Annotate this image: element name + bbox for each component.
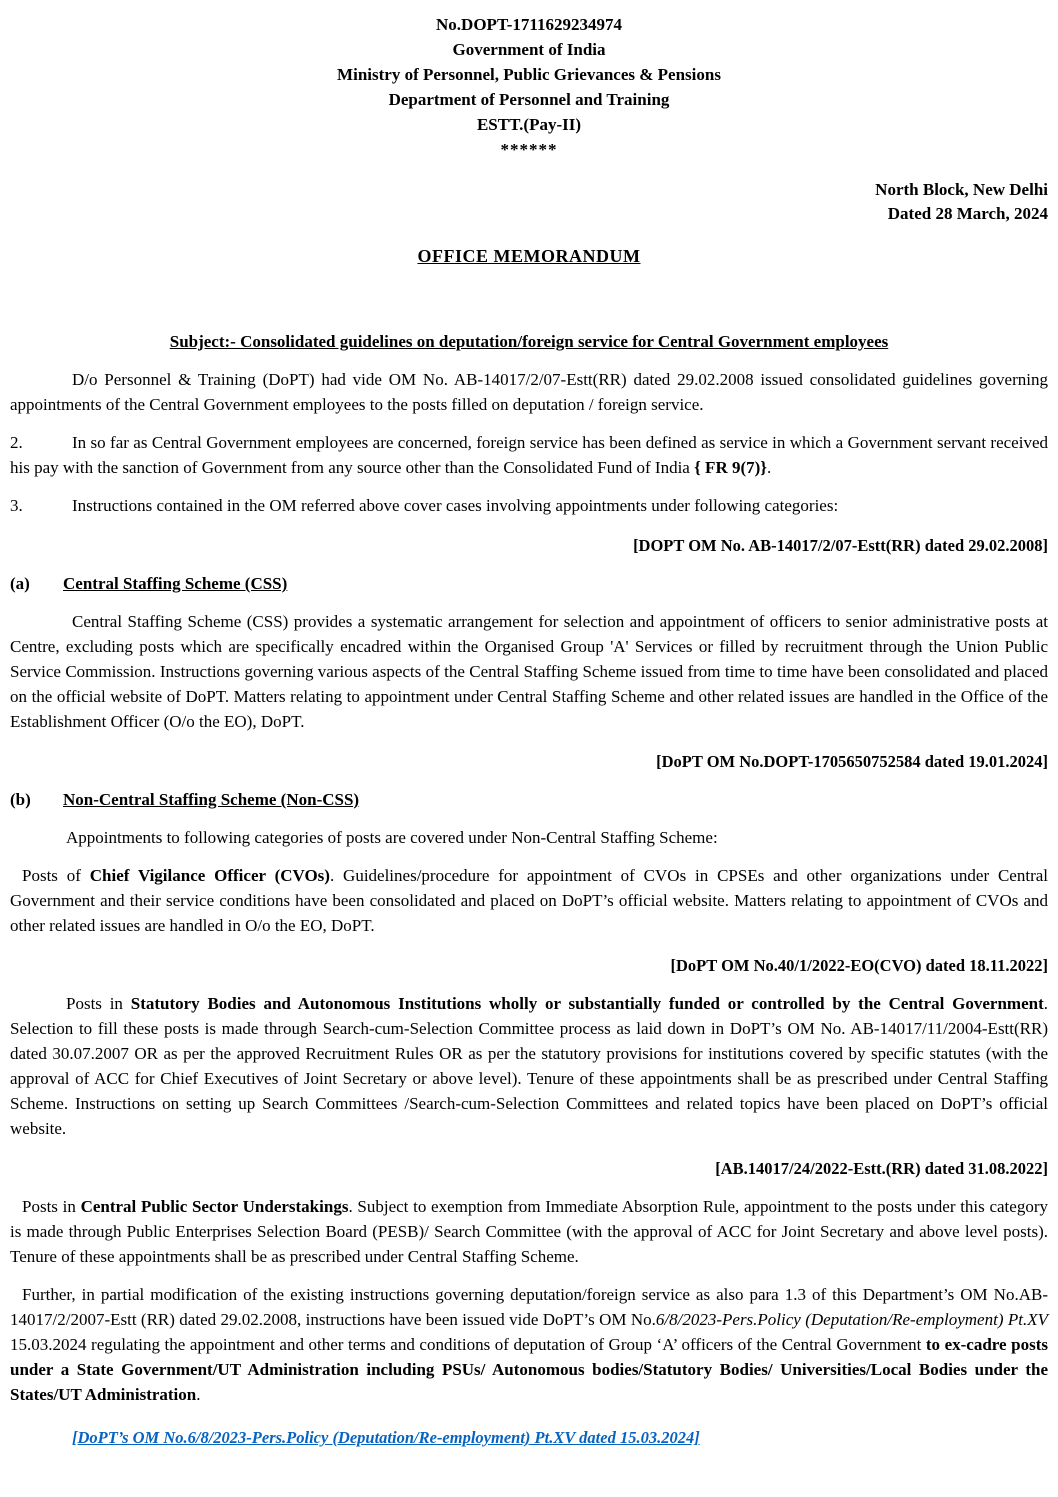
section-b-number: (b) <box>10 790 31 809</box>
org-government: Government of India <box>452 40 606 59</box>
para-statutory-bold-title: Statutory Bodies and Autonomous Institutions wholly or substantially funded or controlled by the Central Government <box>130 994 1044 1013</box>
section-b-title: Non-Central Staffing Scheme (Non-CSS) <box>63 790 360 809</box>
para-cvo-post: . Guidelines/procedure for appointment of CVOs in CPSEs and other organizations under Central Government and their service conditions have been consolidated and placed on DoPT’s official website. Matters relating to appointment of CVOs and other related issues are handled in O/o the EO, DoPT. <box>10 866 1049 935</box>
para-intro: D/o Personnel & Training (DoPT) had vide OM No. AB-14017/2/07-Estt(RR) dated 29.02.2008 issued consolidated guidelines governing appointments of the Central Government employees to the posts filled on deputation / foreign service. <box>10 370 1048 414</box>
para-further-text-2: 15.03.2024 regulating the appointment and other terms and conditions of deputation of Group ‘A’ officers of the Central Government <box>10 1335 926 1354</box>
om-reference-3: [DoPT OM No.40/1/2022-EO(CVO) dated 18.11.2022] <box>670 956 1048 975</box>
section-a-title: Central Staffing Scheme (CSS) <box>63 574 288 593</box>
para-cvo <box>10 863 1048 938</box>
para-further-om-number: 6/8/2023-Pers.Policy (Deputation/Re-employment) Pt.XV <box>655 1310 1048 1329</box>
org-ministry: Ministry of Personnel, Public Grievances & Pensions <box>337 65 721 84</box>
subject-text: Subject:- Consolidated guidelines on deputation/foreign service for Central Government employees <box>169 332 889 351</box>
para-css: Central Staffing Scheme (CSS) provides a systematic arrangement for selection and appointment of officers to senior administrative posts at Centre, excluding posts which are specifically encadred within the Organised Group 'A' Services or filled by recruitment through the Union Public Service Commission. Instructions governing various aspects of the Central Staffing Scheme issued from time to time have been consolidated and placed on the official website of DoPT. Matters relating to appointment under Central Staffing Scheme and other related issues are handled in the Office of the Establishment Officer (O/o the EO), DoPT. <box>10 612 1048 731</box>
org-department: Department of Personnel and Training <box>388 90 670 109</box>
para-2-tail: . <box>767 458 772 477</box>
om-reference-1: [DOPT OM No. AB-14017/2/07-Estt(RR) dated 29.02.2008] <box>633 536 1048 555</box>
para-3-text: Instructions contained in the OM referred above cover cases involving appointments under following categories: <box>72 496 839 515</box>
org-division: ESTT.(Pay-II) <box>476 115 582 134</box>
para-cvo-pre: Posts of <box>22 866 90 885</box>
date-line: Dated 28 March, 2024 <box>887 204 1048 223</box>
subject-line <box>10 329 1048 354</box>
para-statutory-post: . Selection to fill these posts is made through Search-cum-Selection Committee process as laid down in DoPT’s OM No. AB-14017/11/2004-Estt(RR) dated 30.07.2007 OR as per the approved Recruitment Rules OR as per the statutory provisions for institutions covered by specific statutes (with the approval of ACC for Chief Executives of Joint Secretary or above level). Tenure of these appointments shall be as prescribed under Central Staffing Scheme. Instructions on setting up Search Committees /Search-cum-Selection Committees and related topics have been placed on DoPT’s official website. <box>10 994 1048 1138</box>
separator-stars: ****** <box>500 140 558 159</box>
reference-number: No.DOPT-1711629234974 <box>436 15 622 34</box>
para-further-bold-scope: to ex-cadre posts under a State Government/UT Administration including PSUs/ Autonomous bodies/Statutory Bodies/ Universities/Local Bodies under the States/UT Administration <box>10 1335 1048 1404</box>
section-heading-b <box>10 787 1048 812</box>
para-further-text-3: . <box>196 1385 201 1404</box>
para-cpsu-post: . Subject to exemption from Immediate Absorption Rule, appointment to the posts under this category is made through Public Enterprises Selection Board (PESB)/ Search Committee (with the approval of ACC for Joint Secretary and above level posts). Tenure of these appointments shall be as prescribed under Central Staffing Scheme. <box>10 1197 1048 1266</box>
para-statutory-pre: Posts in <box>66 994 131 1013</box>
dateline <box>10 178 1048 226</box>
para-2-bold-fr-rule: { FR 9(7)} <box>694 458 767 477</box>
link-paragraph <box>72 1425 1048 1450</box>
om-hyperlink[interactable]: [DoPT’s OM No.6/8/2023-Pers.Policy (Deputation/Re-employment) Pt.XV dated 15.03.2024] <box>72 1428 700 1447</box>
para-3 <box>10 493 1048 518</box>
para-cpsu-bold-title: Central Public Sector Understakings <box>80 1197 349 1216</box>
om-reference-4: [AB.14017/24/2022-Estt.(RR) dated 31.08.2022] <box>715 1159 1048 1178</box>
section-heading-a <box>10 571 1048 596</box>
para-cpsu-pre: Posts in <box>22 1197 81 1216</box>
para-statutory <box>10 991 1048 1141</box>
letterhead <box>10 12 1048 162</box>
para-3-number: 3. <box>10 496 23 515</box>
section-a-number: (a) <box>10 574 30 593</box>
para-further-text-1: Further, in partial modification of the existing instructions governing deputation/foreign service as also para 1.3 of this Department’s OM No.AB-14017/2/2007-Estt (RR) dated 29.02.2008, instructions have been issued vide DoPT’s OM No. <box>10 1285 1048 1329</box>
para-cvo-bold-title: Chief Vigilance Officer (CVOs) <box>89 866 330 885</box>
para-further <box>10 1282 1048 1407</box>
place-line: North Block, New Delhi <box>875 180 1048 199</box>
para-2-text: In so far as Central Government employees are concerned, foreign service has been defined as service in which a Government servant received his pay with the sanction of Government from any source other than the Consolidated Fund of India <box>10 433 1048 477</box>
para-2-number: 2. <box>10 433 23 452</box>
memo-title-text: OFFICE MEMORANDUM <box>417 246 641 266</box>
para-noncss: Appointments to following categories of posts are covered under Non-Central Staffing Scheme: <box>66 828 718 847</box>
para-2 <box>10 430 1048 480</box>
memo-title <box>10 246 1048 267</box>
para-cpsu <box>10 1194 1048 1269</box>
om-reference-2: [DoPT OM No.DOPT-1705650752584 dated 19.01.2024] <box>656 752 1048 771</box>
